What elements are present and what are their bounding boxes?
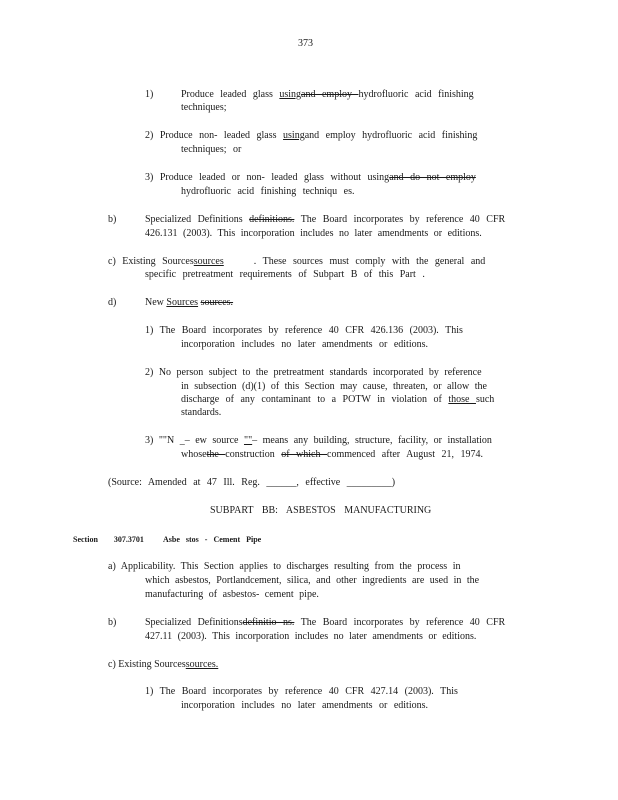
- c2-item-1-line-2: incorporation includes no later amendments or editions.: [181, 700, 428, 711]
- applicability-line-3: manufacturing of asbestos- cement pipe.: [145, 589, 319, 600]
- section-title: Asbe stos - Cement Pipe: [163, 535, 262, 544]
- subsection-d-heading: New Sources sources.: [145, 297, 234, 308]
- item-1-line-2: techniques;: [181, 102, 227, 113]
- d-item-2-line-4: standards.: [181, 407, 222, 418]
- subsection-b2-line-2: 427.11 (2003). This incorporation includes no later amendments or editions.: [145, 631, 477, 642]
- subsection-c-line-2: specific pretreatment requirements of Subpart B of this Part .: [145, 269, 425, 280]
- subsection-b-label: b): [108, 214, 117, 225]
- item-3-line-1: 3) Produce leaded or non- leaded glass without usingand do not employ: [145, 172, 476, 183]
- subsection-b-line-2: 426.131 (2003). This incorporation includes no later amendments or editions.: [145, 228, 482, 239]
- subsection-c-line-1: c) Existing Sourcessources . These sources must comply with the general and: [108, 256, 486, 267]
- item-2-line-1: 2) Produce non- leaded glass usingand employ hydrofluoric acid finishing: [145, 130, 478, 141]
- source-note: (Source: Amended at 47 Ill. Reg. ______, effective _________): [108, 477, 396, 488]
- item-1-number: 1): [145, 89, 154, 100]
- item-1-line-1: Produce leaded glass usingand employ hydrofluoric acid finishing: [181, 89, 474, 100]
- page-number: 373: [298, 38, 313, 49]
- d-item-2-line-1: 2) No person subject to the pretreatment standards incorporated by reference: [145, 367, 482, 378]
- item-2-line-2: techniques; or: [181, 144, 242, 155]
- d-item-1-line-1: 1) The Board incorporates by reference 40 CFR 426.136 (2003). This: [145, 325, 463, 336]
- subpart-heading: SUBPART BB: ASBESTOS MANUFACTURING: [210, 505, 432, 516]
- item-3-line-2: hydrofluoric acid finishing techniqu es.: [181, 186, 355, 197]
- subsection-c2-heading: c) Existing Sourcessources.: [108, 659, 219, 670]
- applicability-line-1: a) Applicability. This Section applies to discharges resulting from the process in: [108, 561, 461, 572]
- subsection-d-label: d): [108, 297, 117, 308]
- subsection-b2-line-1: Specialized Definitionsdefinitio ns. The Board incorporates by reference 40 CFR: [145, 617, 506, 628]
- subsection-b-line-1: Specialized Definitions definitions. The Board incorporates by reference 40 CFR: [145, 214, 506, 225]
- subsection-b2-label: b): [108, 617, 117, 628]
- d-item-3-line-1: 3) ""N _– ew source ""– means any building, structure, facility, or installation: [145, 435, 492, 446]
- applicability-line-2: which asbestos, Portlandcement, silica, and other ingredients are used in the: [145, 575, 480, 586]
- section-number: Section 307.3701: [73, 535, 144, 544]
- d-item-1-line-2: incorporation includes no later amendments or editions.: [181, 339, 428, 350]
- c2-item-1-line-1: 1) The Board incorporates by reference 40 CFR 427.14 (2003). This: [145, 686, 458, 697]
- d-item-2-line-2: in subsection (d)(1) of this Section may cause, threaten, or allow the: [181, 381, 487, 392]
- d-item-3-line-2: whosethe construction of which commenced after August 21, 1974.: [181, 449, 483, 460]
- d-item-2-line-3: discharge of any contaminant to a POTW in violation of those such: [181, 394, 495, 405]
